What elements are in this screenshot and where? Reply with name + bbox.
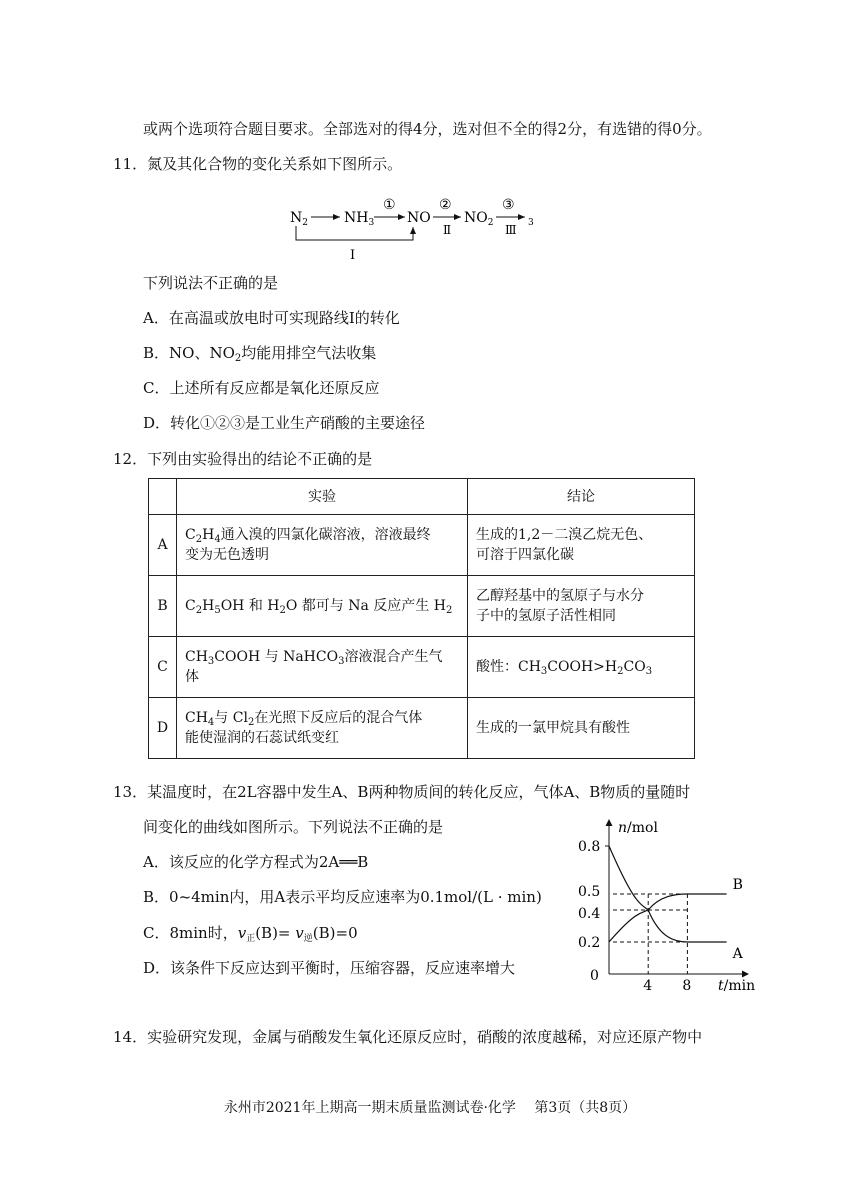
q11-option-a: A．在高温或放电时可实现路线I的转化 — [143, 309, 400, 327]
experiment-table — [148, 478, 695, 759]
q11-option-c: C．上述所有反应都是氧化还原反应 — [143, 379, 380, 397]
amount-time-chart — [570, 808, 760, 998]
scheme-route-2: Ⅱ — [443, 223, 452, 237]
question-12-stem: 12．下列由实验得出的结论不正确的是 — [113, 450, 373, 468]
scheme-n2: $N_2$ — [290, 210, 308, 228]
row-label: A — [149, 515, 177, 576]
q13-option-a: A．该反应的化学方程式为2A══B — [143, 853, 369, 871]
experiment-cell: $C_2H_5OH$ 和 $H_2O$ 都可与 Na 反应产生 $H_2$ — [177, 576, 468, 637]
question-number: 14． — [113, 1028, 148, 1046]
scheme-step-2: ② — [439, 197, 452, 213]
header-experiment: 实验 — [177, 479, 468, 515]
series-label-b: B — [732, 877, 743, 893]
row-label: C — [149, 637, 177, 698]
question-number: 11． — [113, 155, 148, 173]
scheme-no2: $NO_2$ — [464, 210, 494, 228]
conclusion-cell: 生成的一氯甲烷具有酸性 — [468, 698, 695, 759]
table-header-row — [149, 479, 695, 515]
q11-option-b: B．NO、$NO_2$均能用排空气法收集 — [143, 344, 377, 364]
experiment-cell: $CH_3COOH$ 与 NaHCO$_3$溶液混合产生气 体 — [177, 637, 468, 698]
question-11-stem: 11．氮及其化合物的变化关系如下图所示。 — [113, 155, 403, 173]
question-number: 13． — [113, 783, 148, 801]
row-label: D — [149, 698, 177, 759]
series-label-a: A — [732, 946, 743, 962]
conclusion-cell: 生成的1,2－二溴乙烷无色、 可溶于四氯化碳 — [468, 515, 695, 576]
x-tick-label: 8 — [682, 978, 692, 994]
table-row — [149, 576, 695, 637]
y-tick-label: 0.8 — [578, 839, 601, 855]
q11-option-d: D．转化①②③是工业生产硝酸的主要途径 — [143, 414, 426, 432]
series-line-b — [609, 894, 727, 942]
y-tick-label: 0.5 — [578, 884, 601, 900]
scheme-route-1: I — [350, 248, 356, 263]
origin-label: 0 — [590, 968, 599, 984]
x-tick-label: 4 — [643, 978, 653, 994]
q13-option-b: B．0~4min内，用A表示平均反应速率为0.1mol/(L · min) — [143, 888, 542, 906]
header-conclusion: 结论 — [468, 479, 695, 515]
table-row — [149, 637, 695, 698]
nitrogen-conversion-scheme — [285, 196, 605, 266]
question-14-stem: 14．实验研究发现，金属与硝酸发生氧化还原反应时，硝酸的浓度越稀，对应还原产物中 — [113, 1028, 703, 1046]
table-row — [149, 515, 695, 576]
y-axis-label: n/mol — [618, 820, 658, 836]
scheme-hno3: 3 — [528, 218, 534, 228]
conclusion-cell: 酸性：$CH_3COOH>H_2CO_3$ — [468, 637, 695, 698]
question-number: 12． — [113, 450, 148, 468]
scheme-step-1: ① — [383, 197, 396, 213]
row-label: B — [149, 576, 177, 637]
page-footer: 永州市2021年上期高一期末质量监测试卷·化学 第3页（共8页） — [223, 1100, 637, 1116]
x-axis-label: t/min — [718, 978, 756, 994]
question-13-stem-cont: 间变化的曲线如图所示。下列说法不正确的是 — [143, 818, 444, 836]
experiment-cell: $C_2H_4$通入溴的四氯化碳溶液，溶液最终 变为无色透明 — [177, 515, 468, 576]
q13-option-d: D．该条件下反应达到平衡时，压缩容器，反应速率增大 — [143, 959, 516, 977]
table-row — [149, 698, 695, 759]
y-tick-label: 0.2 — [578, 935, 601, 951]
conclusion-cell: 乙醇羟基中的氢原子与水分 子中的氢原子活性相同 — [468, 576, 695, 637]
scheme-step-3: ③ — [502, 197, 515, 213]
experiment-cell: $CH_4$与 $Cl_2$在光照下反应后的混合气体 能使湿润的石蕊试纸变红 — [177, 698, 468, 759]
scheme-no: NO — [407, 210, 431, 226]
scheme-nh3: $NH_3$ — [344, 210, 375, 228]
y-tick-label: 0.4 — [578, 906, 601, 922]
question-11-prompt: 下列说法不正确的是 — [143, 274, 279, 292]
question-13-stem: 13．某温度时，在2L容器中发生A、B两种物质间的转化反应，气体A、B物质的量随时 — [113, 783, 691, 801]
instruction-continuation: 或两个选项符合题目要求。全部选对的得4分，选对但不全的得2分，有选错的得0分。 — [143, 120, 712, 138]
q13-option-c: C．8min时，$v_正(B)= v_逆(B)=0$ — [143, 924, 358, 944]
scheme-route-3: Ⅲ — [505, 223, 517, 237]
